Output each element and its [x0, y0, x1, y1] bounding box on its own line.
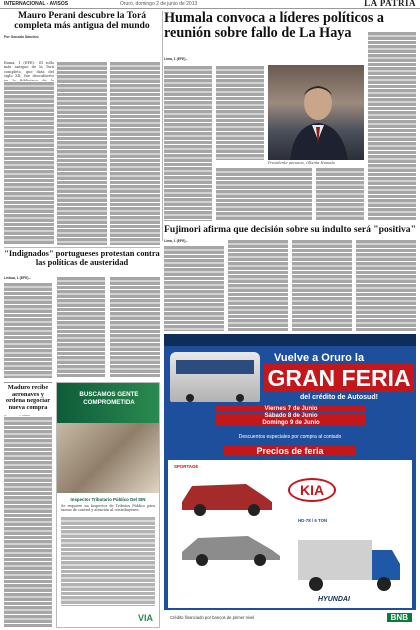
story-dateline: Lima, 1 (EFE).- — [164, 57, 188, 61]
autosud-ad — [164, 334, 416, 628]
job-ad-photo — [57, 423, 159, 493]
text-column — [164, 65, 212, 221]
story-maduro — [4, 382, 52, 628]
job-ad-banner-text: BUSCAMOS GENTE COMPROMETIDA — [79, 391, 139, 406]
text-column — [216, 65, 264, 160]
discount-tagline: Descuentos especiales por compra al contado — [238, 434, 342, 440]
kia-logo: KIA — [288, 478, 336, 502]
humala-photo — [268, 65, 364, 160]
bus-image — [170, 352, 260, 402]
bus-icon — [170, 352, 260, 402]
job-ad-heading: Inspector Tributario Público Del SIN — [70, 497, 146, 502]
story-title: Humala convoca a líderes políticos a reunión sobre fallo de La Haya — [164, 10, 385, 41]
car-model-label: SPORTAGE — [174, 464, 199, 469]
text-column — [316, 167, 364, 221]
date-item: Viernes 7 de Junio — [216, 406, 366, 412]
story-title: Maduro recibe aeronaves y ordena negociar nueva compra — [5, 384, 51, 412]
ad-top-banner — [164, 334, 416, 346]
ad-footer — [164, 610, 416, 628]
text-column — [110, 276, 160, 378]
dates-panel — [216, 406, 366, 426]
story-humala — [164, 11, 416, 223]
story-indignados — [4, 250, 160, 378]
bnb-logo: BNB — [387, 613, 412, 622]
divider — [162, 11, 163, 241]
job-ad-body: Se requiere un Inspector de Tributos Público para tareas de control y atención al contribuyente. — [61, 504, 155, 513]
page-header — [0, 0, 420, 9]
story-perani — [4, 11, 160, 245]
story-fujimori — [164, 225, 416, 333]
text-column — [4, 282, 52, 378]
vehicle-grid — [168, 460, 412, 608]
person-silhouette-icon — [268, 65, 364, 160]
text-column — [356, 239, 416, 331]
text-column — [4, 416, 52, 628]
truck-model-label: HD-78 / 6 TON — [298, 518, 328, 523]
edition-date: Oruro, domingo 2 de junio de 2013 — [120, 1, 198, 7]
text-column — [57, 276, 105, 378]
truck-icon — [294, 526, 404, 596]
date-item: Domingo 9 de Junio — [216, 420, 366, 426]
story-lead: Roma, 1 (EFE).- El rollo más antiguo de la Torá completo, que data del siglo XII, fue descubierto — [4, 61, 54, 79]
job-ad-text — [61, 516, 155, 606]
prices-label: Precios de feria — [224, 446, 356, 456]
story-dateline: Lima, 1 (EFE).- — [164, 239, 188, 243]
suv-icon — [176, 472, 276, 516]
footer-text: Crédito financiado por bancos de primer nivel — [170, 615, 255, 620]
job-ad — [56, 382, 160, 628]
job-ad-banner — [57, 383, 159, 423]
feria-subtitle: del crédito de Autosud! — [300, 394, 378, 401]
hyundai-logo: HYUNDAI — [318, 596, 350, 603]
story-byline: Por Gonzalo Sánchez — [4, 35, 39, 40]
job-ad-footer-logo: VIA — [137, 613, 153, 623]
story-title: Mauro Perani descubre la Torá completa más antigua del mundo — [14, 10, 150, 32]
bus-label: Vuelve a Oruro la — [274, 352, 365, 364]
text-column — [4, 81, 54, 245]
text-column — [110, 61, 160, 245]
gran-feria-title: GRAN FERIA — [264, 364, 414, 392]
car-icon — [176, 522, 286, 566]
section-label: INTERNACIONAL - AVISOS — [4, 1, 69, 7]
story-dateline: Lisboa, 1 (EFE).- — [4, 276, 31, 280]
divider — [4, 247, 160, 248]
text-column — [164, 245, 224, 331]
story-title: "Indignados" portugueses protestan contra las políticas de austeridad — [4, 249, 160, 267]
text-column — [57, 61, 107, 245]
text-column — [292, 239, 352, 331]
text-column — [228, 239, 288, 331]
date-item: Sábado 8 de Junio — [216, 413, 366, 419]
newspaper-logo: LA PATRIA — [364, 0, 416, 8]
photo-caption: Presidente peruano, Ollanta Humala — [268, 161, 335, 165]
text-column — [368, 31, 416, 221]
story-title: Fujimori afirma que decisión sobre su indulto será "positiva" — [164, 224, 416, 235]
text-column — [216, 167, 312, 221]
